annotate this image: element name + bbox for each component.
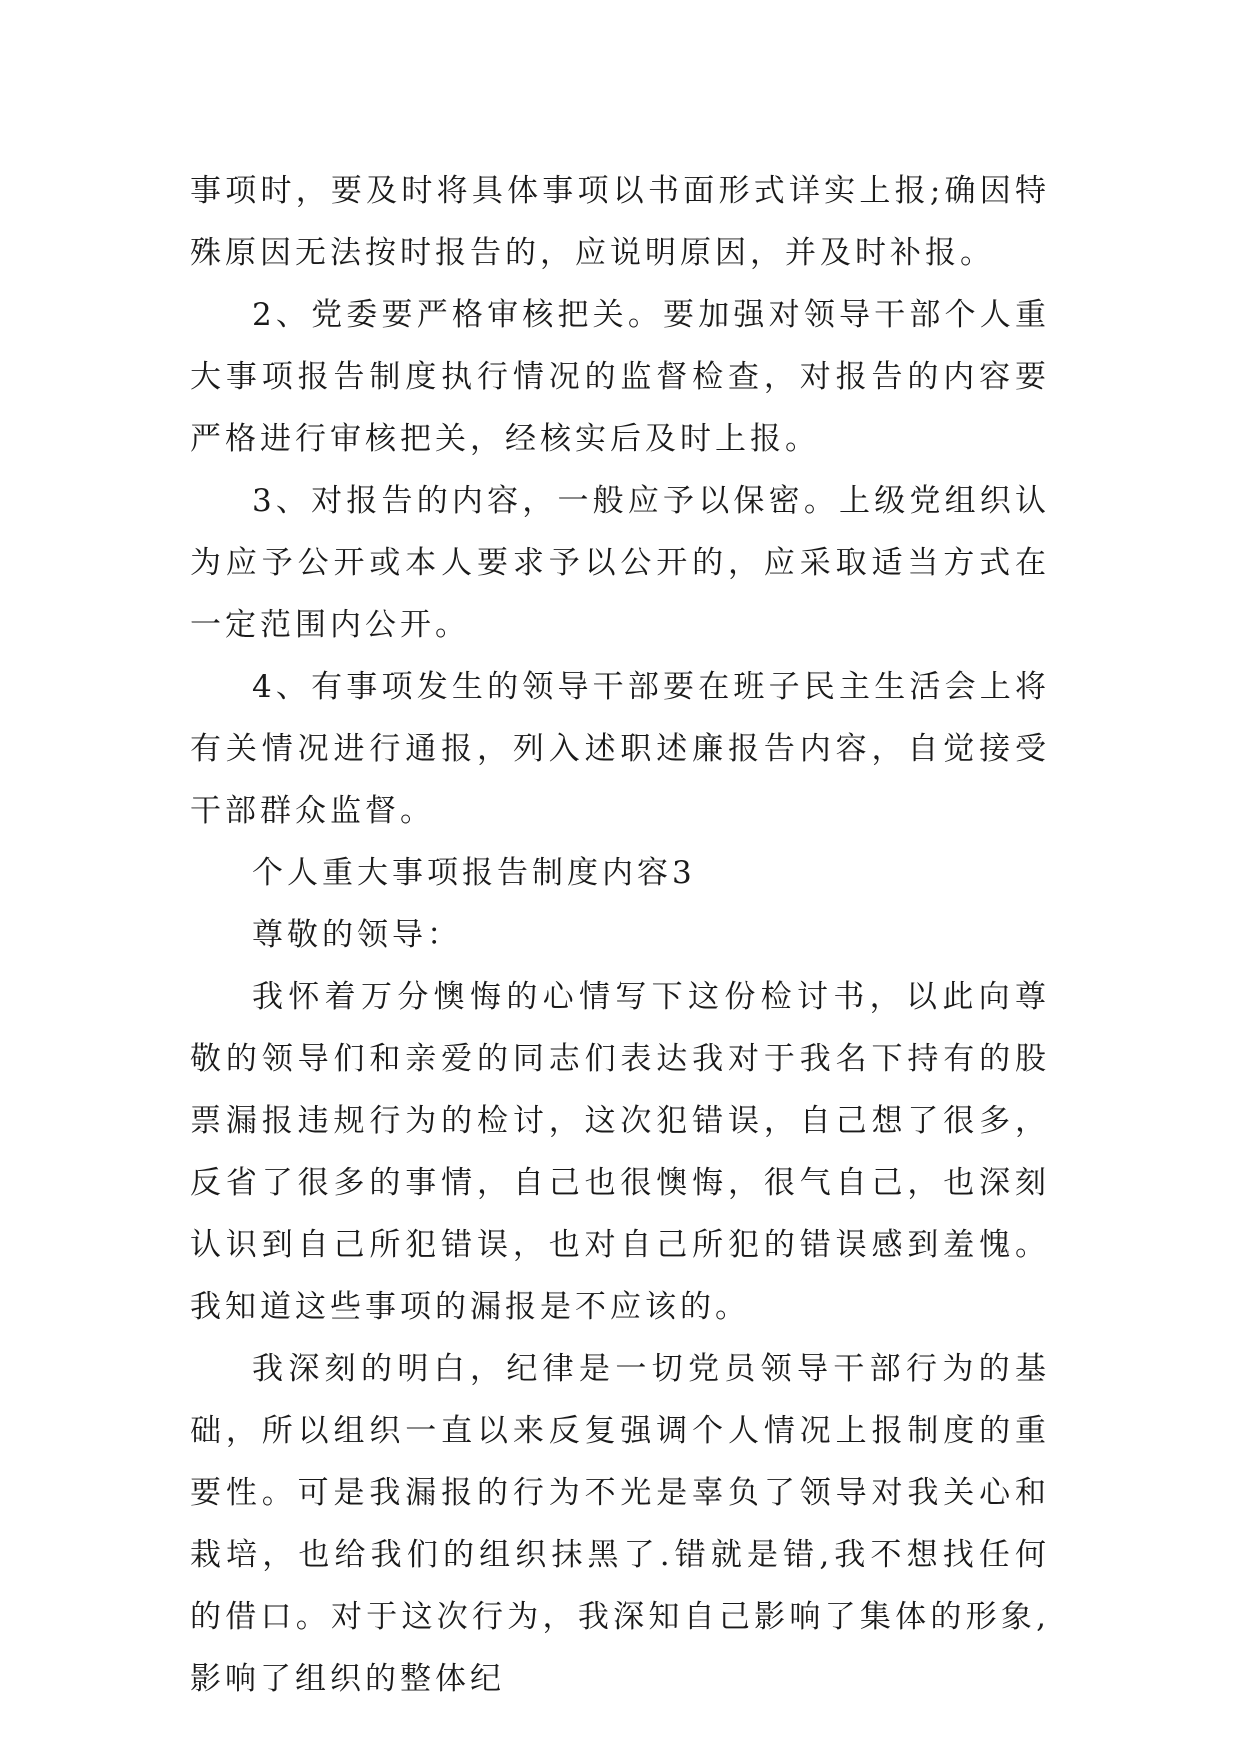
section-heading: 个人重大事项报告制度内容3 [252,855,696,891]
paragraph-6: 我深刻的明白，纪律是一切党员领导干部行为的基础，所以组织一直以来反复强调个人情况上报制度的重要性。可是我漏报的行为不光是辜负了领导对我关心和栽培，也给我们的组织抹黑了.错就是错,我不想找任何的借口。对于这次行为，我深知自己影响了集体的形象,影响了组织的整体纪 [190,1351,1050,1697]
paragraph-5: 我怀着万分懊悔的心情写下这份检讨书，以此向尊敬的领导们和亲爱的同志们表达我对于我名下持有的股票漏报违规行为的检讨，这次犯错误，自己想了很多，反省了很多的事情，自己也很懊悔，很气自己，也深刻认识到自己所犯错误，也对自己所犯的错误感到羞愧。我知道这些事项的漏报是不应该的。 [190,979,1050,1325]
paragraph-4: 4、有事项发生的领导干部要在班子民主生活会上将有关情况进行通报，列入述职述廉报告内容，自觉接受干部群众监督。 [190,669,1050,829]
document-body [190,160,1050,1710]
paragraph-1: 事项时，要及时将具体事项以书面形式详实上报;确因特殊原因无法按时报告的，应说明原因，并及时补报。 [190,173,1050,271]
salutation: 尊敬的领导： [252,917,462,953]
paragraph-3: 3、对报告的内容，一般应予以保密。上级党组织认为应予公开或本人要求予以公开的，应采取适当方式在一定范围内公开。 [190,483,1050,643]
paragraph-2: 2、党委要严格审核把关。要加强对领导干部个人重大事项报告制度执行情况的监督检查，对报告的内容要严格进行审核把关，经核实后及时上报。 [190,297,1050,457]
